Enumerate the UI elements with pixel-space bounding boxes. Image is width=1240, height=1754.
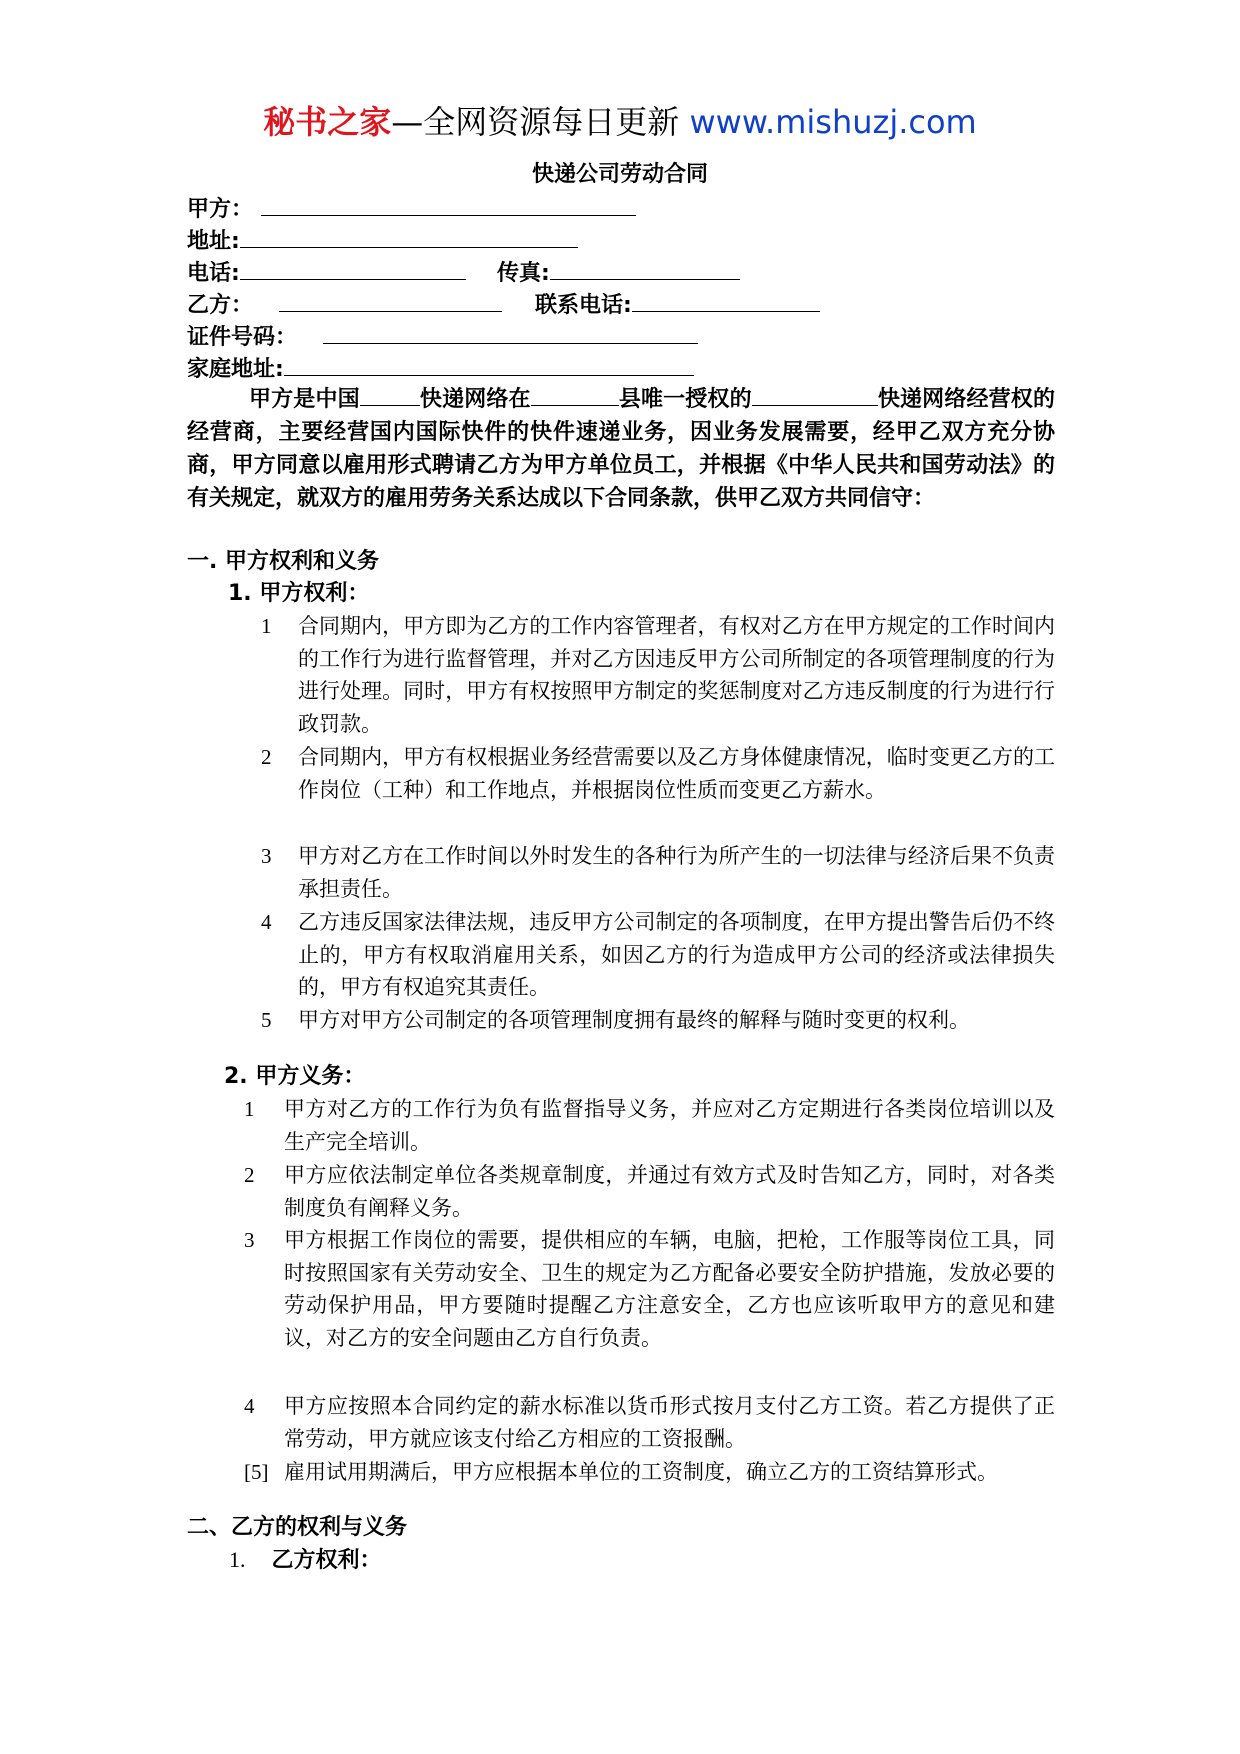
- field-fax: [497, 257, 740, 289]
- field-home-address-label: 家庭地址:: [187, 357, 284, 382]
- field-contact-phone: [535, 289, 820, 321]
- field-address: [187, 225, 578, 257]
- section-2-rights-heading: 乙方权利：: [271, 1548, 382, 1573]
- field-phone-label: 电话:: [187, 261, 240, 286]
- field-fax-label: 传真:: [497, 261, 550, 286]
- contact-phone-blank[interactable]: [632, 289, 820, 312]
- intro-part-3: 县唯一授权的: [618, 387, 752, 412]
- field-party-a: [187, 193, 636, 225]
- section-1-rights-heading: 1. 甲方权利：: [228, 581, 370, 606]
- rights-item-number: 5: [261, 1008, 272, 1032]
- address-blank[interactable]: [240, 225, 578, 248]
- intro-paragraph: [187, 383, 1055, 515]
- home-address-blank[interactable]: [284, 353, 694, 376]
- intro-part-4: 快递网络: [877, 387, 967, 412]
- rights-item-text: 甲方对乙方在工作时间以外时发生的各种行为所产生的一切法律与经济后果不负责承担责任。: [298, 844, 1055, 901]
- rights-item-number: 2: [261, 745, 272, 769]
- site-tagline: —全网资源每日更新: [391, 103, 690, 141]
- duties-item-text: 甲方对乙方的工作行为负有监督指导义务，并应对乙方定期进行各类岗位培训以及生产完全培训。: [284, 1097, 1055, 1154]
- duties-item-number: 2: [244, 1163, 255, 1187]
- duties-item-number: 3: [244, 1228, 255, 1252]
- intro-part-2: 快递网络在: [419, 387, 531, 412]
- duties-item-number: [5]: [244, 1460, 269, 1484]
- duties-item-number: 4: [244, 1394, 255, 1418]
- party-b-blank[interactable]: [279, 289, 502, 312]
- site-url-link[interactable]: www.mishuzj.com: [689, 103, 977, 141]
- duties-item-text: 甲方根据工作岗位的需要，提供相应的车辆，电脑，把枪，工作服等岗位工具，同时按照国家有关劳动安全、卫生的规定为乙方配备必要安全防护措施，发放必要的劳动保护用品，甲方要随时提醒乙方注意安全，乙方也应该听取甲方的意见和建议，对乙方的安全问题由乙方自行负责。: [284, 1228, 1055, 1350]
- intro-blank-1[interactable]: [360, 383, 420, 406]
- field-party-b: [187, 289, 502, 321]
- field-id-number: [187, 321, 698, 353]
- intro-blank-3[interactable]: [752, 383, 878, 406]
- rights-item-number: 3: [261, 844, 272, 868]
- rights-item-text: 合同期内，甲方有权根据业务经营需要以及乙方身体健康情况，临时变更乙方的工作岗位（工种）和工作地点，并根据岗位性质而变更乙方薪水。: [298, 745, 1055, 802]
- field-contact-phone-label: 联系电话:: [535, 293, 632, 318]
- duties-item-text: 雇用试用期满后，甲方应根据本单位的工资制度，确立乙方的工资结算形式。: [284, 1460, 998, 1484]
- duties-item-number: 1: [244, 1097, 255, 1121]
- section-2-rights-row: [229, 1544, 382, 1577]
- rights-item-number: 1: [261, 614, 272, 638]
- field-phone: [187, 257, 466, 289]
- site-header: [0, 100, 1240, 144]
- party-a-blank[interactable]: [261, 193, 636, 216]
- rights-item-number: 4: [261, 910, 272, 934]
- site-brand: 秘书之家: [263, 103, 392, 141]
- id-number-blank[interactable]: [323, 321, 698, 344]
- rights-item-text: 甲方对甲方公司制定的各项管理制度拥有最终的解释与随时变更的权利。: [298, 1008, 970, 1032]
- field-address-label: 地址:: [187, 229, 240, 254]
- fax-blank[interactable]: [550, 257, 740, 280]
- document-title: 快递公司劳动合同: [531, 162, 708, 187]
- phone-blank[interactable]: [240, 257, 466, 280]
- section-1-heading: 一. 甲方权利和义务: [187, 549, 380, 574]
- duties-item-text: 甲方应依法制定单位各类规章制度，并通过有效方式及时告知乙方，同时，对各类制度负有阐释义务。: [284, 1163, 1055, 1220]
- duties-item-text: 甲方应按照本合同约定的薪水标准以货币形式按月支付乙方工资。若乙方提供了正常劳动，甲方就应该支付给乙方相应的工资报酬。: [284, 1394, 1055, 1451]
- field-home-address: [187, 353, 694, 385]
- intro-rest: 经营权的经营商，主要经营国内国际快件的快件速递业务，因业务发展需要，经甲乙双方充分协商，甲方同意以雇用形式聘请乙方为甲方单位员工，并根据《中华人民共和国劳动法》的有关规定，就双方的雇用劳务关系达成以下合同条款，供甲乙双方共同信守：: [187, 387, 1055, 511]
- field-party-a-label: 甲方：: [187, 197, 254, 222]
- section-1-duties-heading: 2. 甲方义务：: [224, 1064, 366, 1089]
- intro-part-1: 甲方是中国: [249, 387, 360, 412]
- section-2-heading: 二、乙方的权利与义务: [187, 1515, 408, 1540]
- rights-item-text: 乙方违反国家法律法规，违反甲方公司制定的各项制度，在甲方提出警告后仍不终止的，甲方有权取消雇用关系，如因乙方的行为造成甲方公司的经济或法律损失的，甲方有权追究其责任。: [298, 910, 1055, 999]
- section-2-rights-number: 1.: [229, 1547, 246, 1572]
- intro-blank-2[interactable]: [531, 383, 619, 406]
- field-party-b-label: 乙方：: [187, 293, 254, 318]
- rights-item-text: 合同期内，甲方即为乙方的工作内容管理者，有权对乙方在甲方规定的工作时间内的工作行为进行监督管理，并对乙方因违反甲方公司所制定的各项管理制度的行为进行处理。同时，甲方有权按照甲方制定的奖惩制度对乙方违反制度的行为进行行政罚款。: [298, 614, 1055, 736]
- field-id-number-label: 证件号码：: [187, 325, 298, 350]
